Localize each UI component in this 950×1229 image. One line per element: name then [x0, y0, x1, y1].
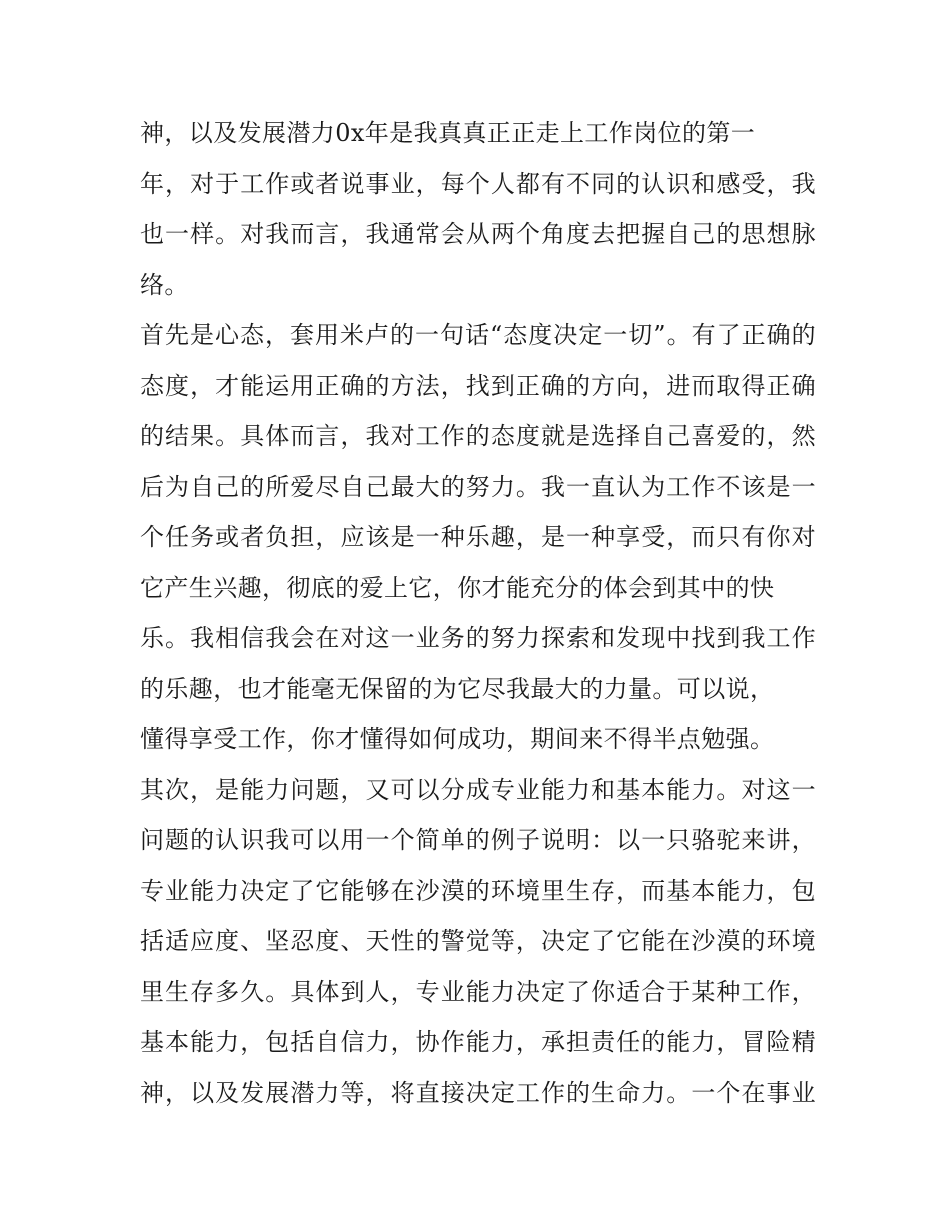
text-line-18: 里生存多久。具体到人，专业能力决定了你适合于某种工作，	[140, 977, 816, 1006]
text-line-2: 年，对于工作或者说事业，每个人都有不同的认识和感受，我	[140, 169, 816, 198]
body-text	[140, 108, 816, 1118]
text-line-7: 的结果。具体而言，我对工作的态度就是选择自己喜爱的，然	[140, 422, 816, 450]
text-line-15: 问题的认识我可以用一个简单的例子说明：以一只骆驼来讲，	[140, 826, 816, 854]
text-line-20: 神，以及发展潜力等，将直接决定工作的生命力。一个在事业	[140, 1078, 816, 1107]
text-line-10: 它产生兴趣，彻底的爱上它，你才能充分的体会到其中的快	[140, 573, 775, 602]
text-line-8: 后为自己的所爱尽自己最大的努力。我一直认为工作不该是一	[140, 472, 816, 501]
text-line-3: 也一样。对我而言，我通常会从两个角度去把握自己的思想脉	[140, 220, 816, 248]
text-line-4: 络。	[140, 270, 189, 299]
text-line-16: 专业能力决定了它能够在沙漠的环境里生存，而基本能力，包	[140, 876, 816, 905]
text-line-5: 首先是心态，套用米卢的一句话“态度决定一切”。有了正确的	[140, 321, 816, 349]
text-line-12: 的乐趣，也才能毫无保留的为它尽我最大的力量。可以说，	[140, 674, 775, 703]
text-line-17: 括适应度、坚忍度、天性的警觉等，决定了它能在沙漠的环境	[140, 927, 816, 955]
text-line-11: 乐。我相信我会在对这一业务的努力探索和发现中找到我工作	[140, 624, 816, 652]
text-line-1: 神，以及发展潜力0x年是我真真正正走上工作岗位的第一	[140, 119, 756, 147]
text-line-19: 基本能力，包括自信力，协作能力，承担责任的能力，冒险精	[140, 1028, 816, 1056]
text-line-13: 懂得享受工作，你才懂得如何成功，期间来不得半点勉强。	[140, 725, 775, 753]
text-line-9: 个任务或者负担，应该是一种乐趣，是一种享受，而只有你对	[140, 523, 816, 551]
text-line-6: 态度，才能运用正确的方法，找到正确的方向，进而取得正确	[140, 371, 816, 400]
text-line-14: 其次，是能力问题，又可以分成专业能力和基本能力。对这一	[140, 775, 816, 804]
